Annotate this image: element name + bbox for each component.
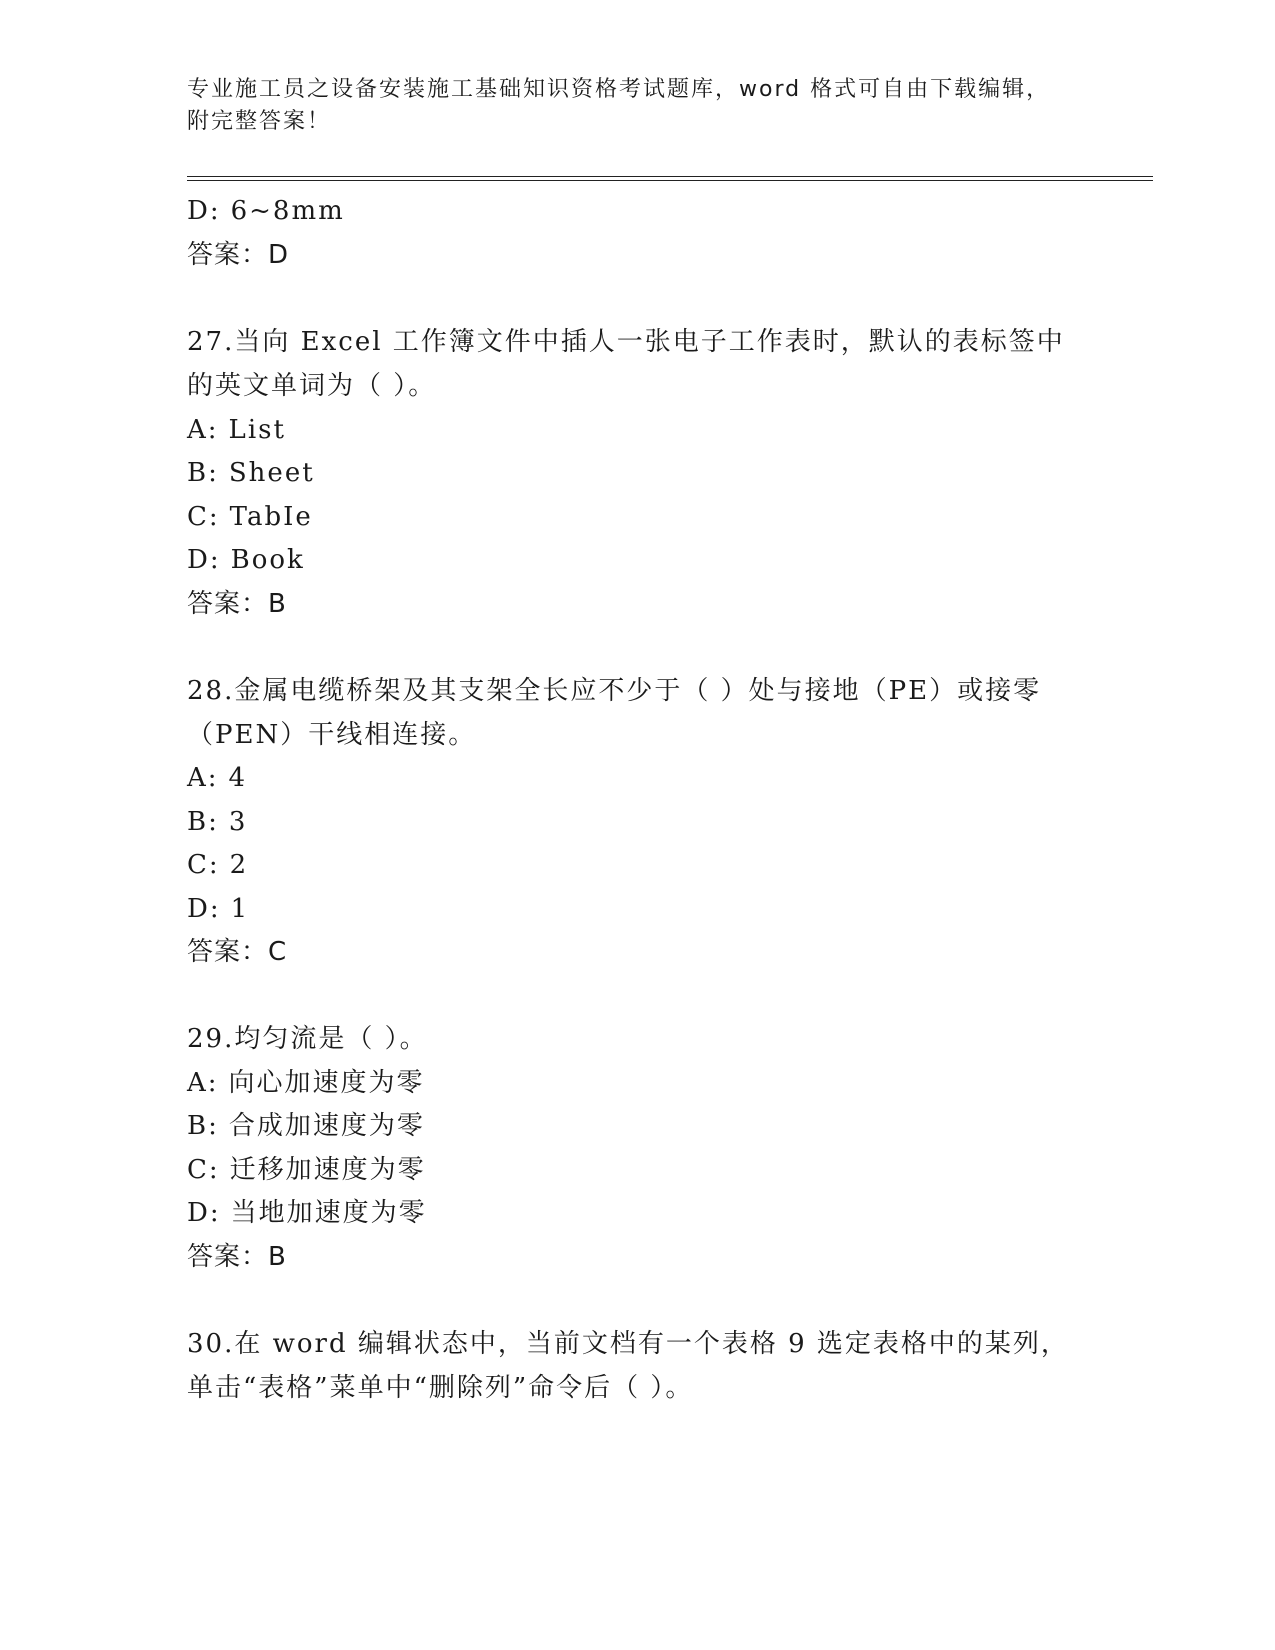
option-label: A: bbox=[187, 1068, 219, 1098]
option-label: B: bbox=[187, 458, 219, 488]
option-text: Book bbox=[230, 545, 305, 575]
header-rule-top bbox=[187, 176, 1153, 177]
q27-stem-line-2: 的英文单词为（ ）。 bbox=[187, 371, 437, 401]
option-text: 当地加速度为零 bbox=[230, 1198, 427, 1228]
q27-option-b bbox=[187, 455, 315, 491]
prev-option-d bbox=[187, 193, 345, 229]
option-text: 2 bbox=[229, 850, 249, 880]
q29-option-b bbox=[187, 1108, 425, 1144]
option-text: 1 bbox=[230, 894, 250, 924]
q27-stem-line-1: 27.当向 Excel 工作簿文件中插人一张电子工作表时，默认的表标签中 bbox=[187, 327, 1065, 357]
option-label: D: bbox=[187, 545, 221, 575]
option-label: D: bbox=[187, 894, 221, 924]
q27-option-a bbox=[187, 412, 286, 448]
option-label: B: bbox=[187, 1111, 219, 1141]
option-text: 迁移加速度为零 bbox=[229, 1155, 426, 1185]
option-label: A: bbox=[187, 763, 219, 793]
q29-option-a bbox=[187, 1065, 425, 1101]
option-label: D: bbox=[187, 1198, 221, 1228]
option-label: A: bbox=[187, 415, 219, 445]
option-text: 向心加速度为零 bbox=[228, 1068, 425, 1098]
q29-option-c bbox=[187, 1152, 426, 1188]
q28-option-a bbox=[187, 760, 247, 796]
option-text: 3 bbox=[228, 807, 248, 837]
q28-answer: 答案：C bbox=[187, 937, 288, 967]
q28-option-d bbox=[187, 891, 249, 927]
option-text: 合成加速度为零 bbox=[228, 1111, 425, 1141]
q28-option-c bbox=[187, 847, 248, 883]
option-text: 6~8mm bbox=[230, 196, 345, 226]
q30-stem-line-2: 单击“表格”菜单中“删除列”命令后（ ）。 bbox=[187, 1373, 694, 1403]
q28-stem-line-2: （PEN）干线相连接。 bbox=[187, 720, 477, 750]
option-text: Sheet bbox=[228, 458, 315, 488]
q29-option-d bbox=[187, 1195, 427, 1231]
option-label: C: bbox=[187, 502, 220, 532]
option-label: D: bbox=[187, 196, 221, 226]
option-label: C: bbox=[187, 1155, 220, 1185]
document-header-line-1: 专业施工员之设备安装施工基础知识资格考试题库，word 格式可自由下载编辑， bbox=[187, 77, 1051, 102]
option-label: B: bbox=[187, 807, 219, 837]
q29-answer: 答案：B bbox=[187, 1242, 287, 1272]
prev-answer: 答案：D bbox=[187, 240, 290, 270]
q27-option-d bbox=[187, 542, 305, 578]
q30-stem-line-1: 30.在 word 编辑状态中，当前文档有一个表格 9 选定表格中的某列， bbox=[187, 1329, 1069, 1359]
option-text: TabIe bbox=[229, 502, 313, 532]
option-text: List bbox=[228, 415, 286, 445]
header-rule-bottom bbox=[187, 180, 1153, 181]
document-header-line-2: 附完整答案！ bbox=[187, 109, 332, 134]
option-label: C: bbox=[187, 850, 220, 880]
q27-answer: 答案：B bbox=[187, 589, 287, 619]
q28-stem-line-1: 28.金属电缆桥架及其支架全长应不少于（ ）处与接地（PE）或接零 bbox=[187, 676, 1042, 706]
q29-stem-line-1: 29.均匀流是（ ）。 bbox=[187, 1024, 428, 1054]
option-text: 4 bbox=[228, 763, 248, 793]
q28-option-b bbox=[187, 804, 247, 840]
q27-option-c bbox=[187, 499, 313, 535]
